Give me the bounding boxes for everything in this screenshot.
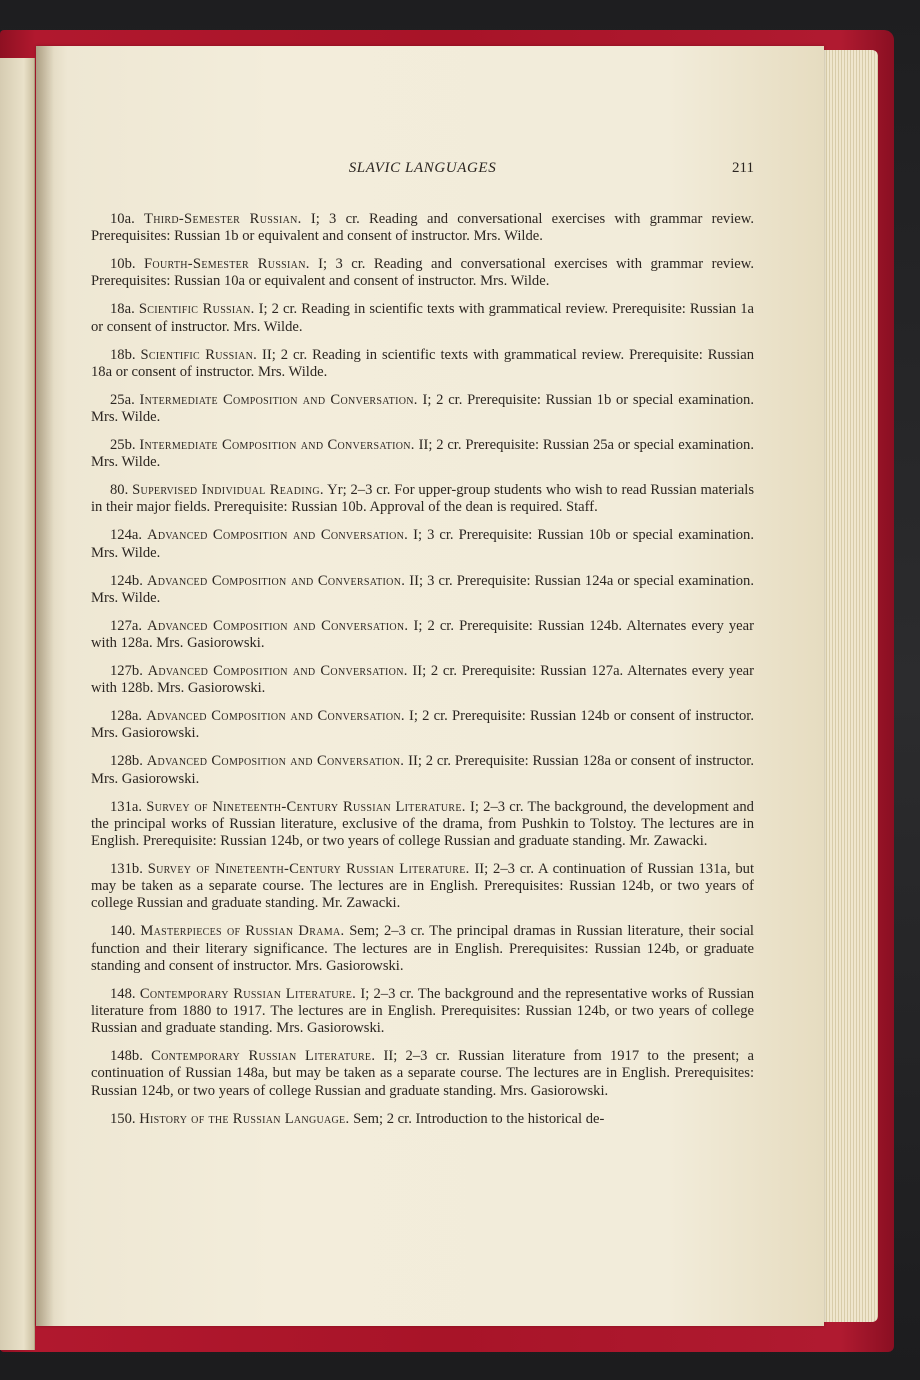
course-entry — [91, 986, 754, 1038]
course-description: I; 3 cr. Reading and conversational exercises with grammar review. Prerequisites: Russian 10a or equivalent and consent of instructor. Mrs. Wilde. — [91, 256, 754, 290]
course-number: 124b. — [110, 572, 143, 589]
course-entry — [91, 618, 754, 652]
course-entry — [91, 573, 754, 607]
course-title: Fourth-Semester Russian. — [144, 256, 310, 273]
course-description: II; 2 cr. Prerequisite: Russian 128a or consent of instructor. Mrs. Gasiorowski. — [91, 753, 755, 787]
course-description: I; 2 cr. Prerequisite: Russian 124b or consent of instructor. Mrs. Gasiorowski. — [91, 708, 754, 742]
course-description: I; 3 cr. Reading and conversational exercises with grammar review. Prerequisites: Russian 1b or equivalent and consent of instructor. Mrs. Wilde. — [91, 211, 754, 245]
course-number: 128a. — [110, 708, 143, 725]
course-description: I; 2–3 cr. The background, the development and the principal works of Russian literature, exclusive of the drama, from Pushkin to Tolstoy. The lectures are in English. Prerequisite: Russian 124b, or two years of college Russian and graduate standing. Mr. Zawacki. — [91, 798, 754, 850]
course-entry — [91, 663, 754, 697]
course-number: 80. — [110, 482, 129, 499]
course-title: Contemporary Russian Literature. — [139, 985, 357, 1002]
course-title: Masterpieces of Russian Drama. — [140, 923, 345, 940]
course-description: II; 3 cr. Prerequisite: Russian 124a or special examination. Mrs. Wilde. — [91, 572, 755, 606]
course-title: Advanced Composition and Conversation. — [146, 708, 405, 725]
course-number: 131a. — [110, 798, 143, 815]
course-entry — [91, 392, 754, 426]
course-entry — [91, 861, 754, 913]
course-title: Advanced Composition and Conversation. — [147, 527, 409, 544]
course-number: 127a. — [110, 617, 143, 634]
course-title: Advanced Composition and Conversation. — [146, 572, 406, 589]
course-description: I; 2 cr. Reading in scientific texts with grammatical review. Prerequisite: Russian 1a or consent of instructor. Mrs. Wilde. — [91, 301, 754, 335]
course-entry — [91, 799, 754, 851]
course-description: II; 2 cr. Prerequisite: Russian 25a or special examination. Mrs. Wilde. — [91, 437, 754, 471]
course-title: Scientific Russian. — [140, 346, 258, 363]
course-number: 25b. — [110, 437, 136, 454]
course-number: 18a. — [110, 301, 135, 318]
course-description: I; 2 cr. Prerequisite: Russian 1b or special examination. Mrs. Wilde. — [91, 391, 754, 426]
course-number: 148b. — [110, 1048, 143, 1065]
course-number: 25a. — [110, 391, 135, 408]
page-gutter-shadow — [36, 46, 54, 1326]
course-number: 10a. — [110, 211, 135, 227]
running-title: SLAVIC LANGUAGES — [348, 160, 497, 176]
course-title: Intermediate Composition and Conversation. — [139, 437, 415, 454]
course-entry — [91, 301, 754, 335]
facing-page-edge — [0, 58, 35, 1350]
course-title: Third-Semester Russian. — [144, 211, 302, 227]
course-title: Contemporary Russian Literature. — [151, 1048, 376, 1065]
course-description: Yr; 2–3 cr. For upper-group students who wish to read Russian materials in their major fields. Prerequisite: Russian 10b. Approval of the dean is required. Staff. — [91, 482, 755, 516]
course-title: Scientific Russian. — [138, 301, 255, 318]
course-number: 131b. — [110, 861, 143, 878]
course-entry — [91, 923, 754, 975]
course-number: 124a. — [110, 527, 143, 544]
course-title: Advanced Composition and Conversation. — [146, 753, 405, 770]
course-number: 140. — [110, 923, 136, 940]
course-entry — [91, 753, 754, 787]
course-title: Advanced Composition and Conversation. — [147, 663, 408, 680]
course-entry — [91, 708, 754, 742]
course-entry — [91, 347, 754, 381]
course-listing — [91, 211, 754, 1139]
course-title: History of the Russian Language. — [139, 1110, 350, 1127]
course-description: I; 3 cr. Prerequisite: Russian 10b or special examination. Mrs. Wilde. — [91, 527, 755, 561]
course-description: II; 2 cr. Prerequisite: Russian 127a. Alternates every year with 128b. Mrs. Gasiorowski. — [91, 663, 755, 697]
course-entry — [91, 1111, 754, 1128]
course-entry — [91, 211, 754, 245]
course-title: Advanced Composition and Conversation. — [147, 617, 409, 634]
course-entry — [91, 1048, 754, 1100]
course-number: 18b. — [110, 346, 136, 363]
course-title: Supervised Individual Reading. — [132, 482, 324, 499]
course-number: 148. — [110, 985, 136, 1002]
course-title: Intermediate Composition and Conversation. — [139, 391, 418, 408]
course-number: 128b. — [110, 753, 143, 770]
course-description: I; 2 cr. Prerequisite: Russian 124b. Alternates every year with 128a. Mrs. Gasiorowski. — [91, 617, 754, 652]
running-header — [91, 160, 754, 182]
course-entry — [91, 482, 754, 516]
course-description: Sem; 2–3 cr. The principal dramas in Russian literature, their social function and their literary significance. The lectures are in English. Prerequisites: Russian 124b, or graduate standing and consent of instructor. Mrs. Gasiorowski. — [91, 923, 754, 974]
course-description: II; 2 cr. Reading in scientific texts with grammatical review. Prerequisite: Russian 18a or consent of instructor. Mrs. Wilde. — [91, 346, 754, 380]
course-entry — [91, 437, 754, 471]
course-entry — [91, 256, 754, 290]
course-description: I; 2–3 cr. The background and the representative works of Russian literature from 1880 to 1917. The lectures are in English. Prerequisites: Russian 124b, or two years of college Russian and graduate standing. Mrs. Gasiorowski. — [91, 985, 754, 1037]
course-title: Survey of Nineteenth-Century Russian Literature. — [146, 798, 466, 815]
course-description: II; 2–3 cr. Russian literature from 1917 to the present; a continuation of Russian 148a, but may be taken as a separate course. The lectures are in English. Prerequisites: Russian 124b, or two years of college Russian and graduate standing. Mrs. Gasiorowski. — [91, 1048, 754, 1099]
page-number: 211 — [732, 160, 754, 176]
course-number: 127b. — [110, 663, 143, 680]
course-description: Sem; 2 cr. Introduction to the historical de- — [353, 1110, 605, 1127]
course-description: II; 2–3 cr. A continuation of Russian 131a, but may be taken as a separate course. The lectures are in English. Prerequisites: Russian 124b, or two years of college Russian and graduate standing. Mr. Zawacki. — [91, 861, 754, 912]
course-number: 10b. — [110, 256, 136, 273]
course-number: 150. — [110, 1110, 136, 1127]
course-title: Survey of Nineteenth-Century Russian Literature. — [147, 861, 470, 878]
course-entry — [91, 527, 754, 561]
